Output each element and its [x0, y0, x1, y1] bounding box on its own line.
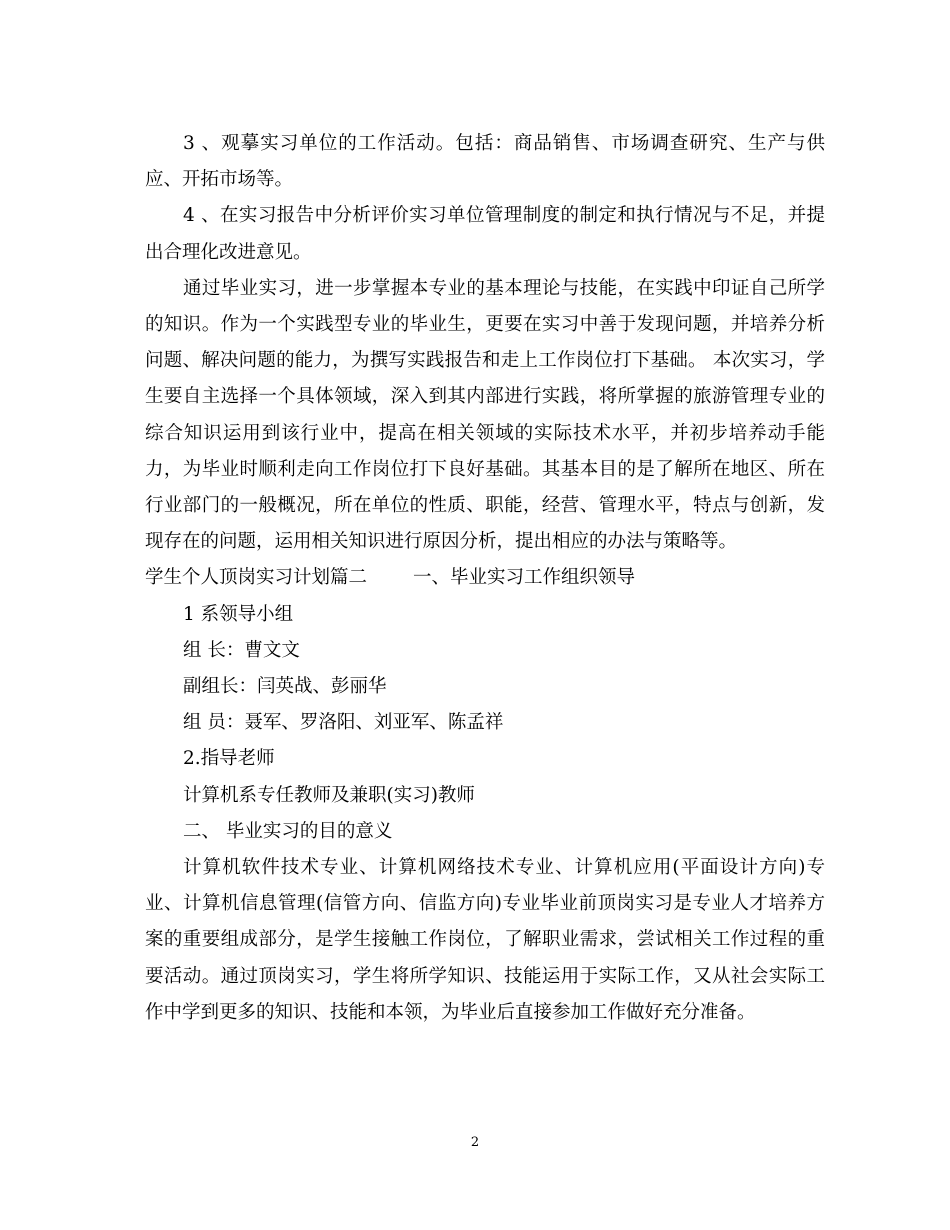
line-deputy-leaders: 副组长：闫英战、彭丽华: [183, 676, 387, 698]
paragraph-final: 计算机软件技术专业、计算机网络技术专业、计算机应用(平面设计方向)专业、计算机信息管理(信管方向、信监方向)专业毕业前顶岗实习是专业人才培养方案的重要组成部分，是学生接触工作岗位，了解职业需求，尝试相关工作过程的重要活动。通过顶岗实习，学生将所学知识、技能运用于实际工作，又从社会实际工作中学到更多的知识、技能和本领，为毕业后直接参加工作做好充分准备。: [145, 857, 825, 1023]
line-leadership-group: 1 系领导小组: [183, 603, 294, 625]
line-advisors: 计算机系专任教师及兼职(实习)教师: [183, 784, 475, 806]
paragraph-item-3: 3 、观摹实习单位的工作活动。包括：商品销售、市场调查研究、生产与供应、开拓市场等。: [145, 133, 825, 191]
line-purpose-heading: 二、 毕业实习的目的意义: [183, 820, 393, 842]
section-heading-line: [145, 560, 825, 596]
paragraph-internship-purpose: 通过毕业实习，进一步掌握本专业的基本理论与技能，在实践中印证自己所学的知识。作为一个实践型专业的毕业生，更要在实习中善于发现问题，并培养分析问题、解决问题的能力，为撰写实践报告和走上工作岗位打下基础。 本次实习，学生要自主选择一个具体领域，深入到其内部进行实践，将所掌握的旅游管理专业的综合知识运用到该行业中，提高在相关领域的实际技术水平，并初步培养动手能力，为毕业时顺利走向工作岗位打下良好基础。其基本目的是了解所在地区、所在行业部门的一般概况，所在单位的性质、职能，经营、管理水平，特点与创新，发现存在的问题，运用相关知识进行原因分析，提出相应的办法与策略等。: [145, 277, 825, 553]
section-title: 学生个人顶岗实习计划篇二: [145, 567, 368, 589]
document-body: [145, 126, 825, 1031]
paragraph-item-4: 4 、在实习报告中分析评价实习单位管理制度的制定和执行情况与不足，并提出合理化改进意见。: [145, 205, 825, 263]
line-group-leader: 组 长：曹文文: [183, 639, 300, 661]
line-group-members: 组 员：聂军、罗洛阳、刘亚军、陈孟祥: [183, 712, 504, 734]
page-number: 2: [470, 1135, 480, 1150]
line-advisors-heading: 2.指导老师: [183, 748, 275, 770]
section-heading: 一、毕业实习工作组织领导: [413, 567, 636, 589]
